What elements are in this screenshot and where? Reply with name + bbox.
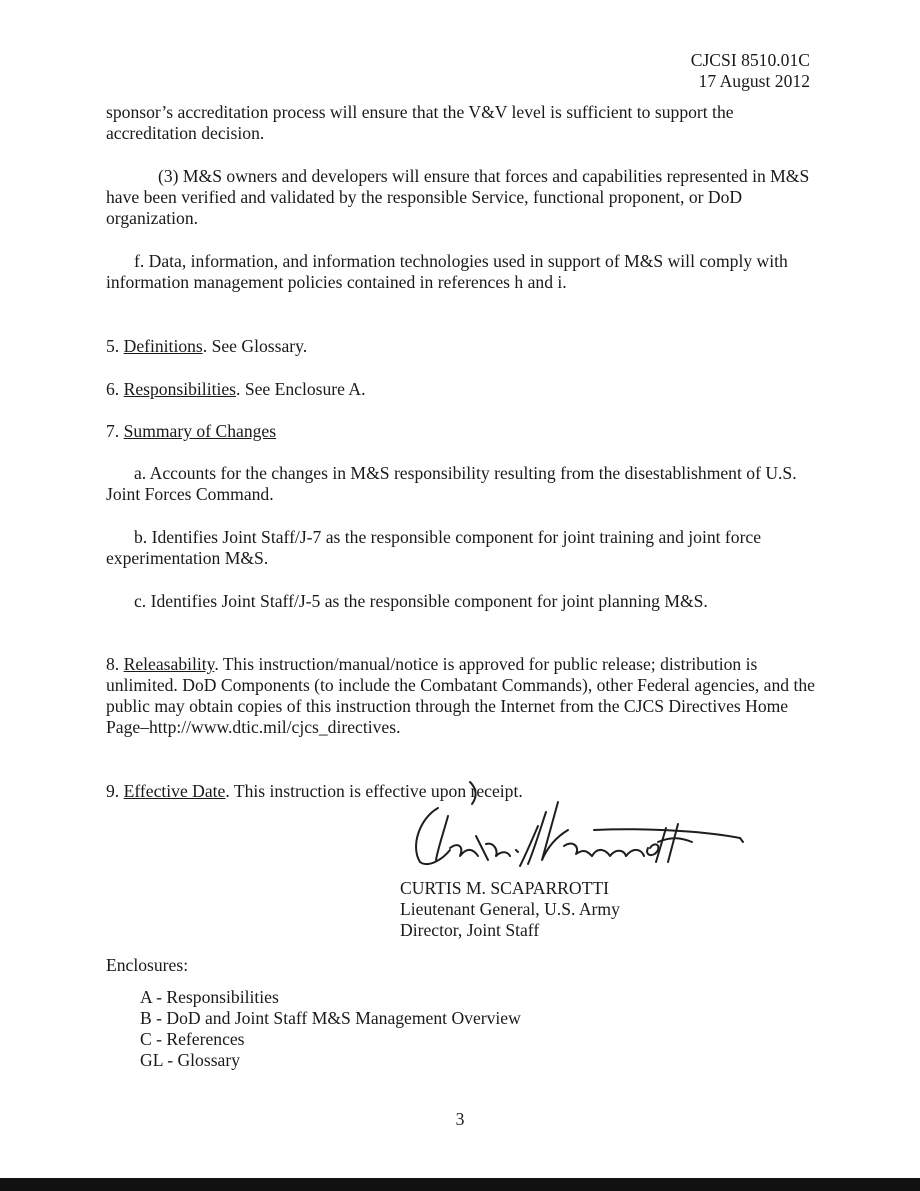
- section-8-releasability: [106, 654, 826, 738]
- signer-title: Director, Joint Staff: [400, 920, 540, 940]
- section-8-number: 8.: [106, 654, 120, 674]
- section-9-number: 9.: [106, 781, 120, 801]
- section-8-text: . This instruction/manual/notice is approved for public release; distribution is unlimited. DoD Components (to include the Combatant Commands), other Federal agencies, and the public may obtain copies of this instruction through the Internet from the CJCS Directives Home Page–http://www.dtic.mil/cjcs_directives.: [106, 654, 815, 737]
- section-9-text: . This instruction is effective upon receipt.: [225, 781, 523, 801]
- paragraph-7c: c. Identifies Joint Staff/J-5 as the responsible component for joint planning M&S.: [134, 591, 708, 611]
- section-9-title: Effective Date: [123, 781, 226, 801]
- footer-bar: [0, 1178, 920, 1191]
- enclosures-list: [140, 987, 521, 1071]
- signature-block: [400, 878, 620, 941]
- section-7-title: Summary of Changes: [123, 421, 277, 441]
- section-5-number: 5.: [106, 336, 120, 356]
- page-number: 3: [455, 1109, 465, 1129]
- enclosure-item: GL - Glossary: [140, 1050, 241, 1070]
- section-5-definitions: [106, 336, 826, 357]
- section-6-text: . See Enclosure A.: [236, 379, 366, 399]
- signer-name: CURTIS M. SCAPARROTTI: [400, 878, 609, 898]
- section-5-text: . See Glossary.: [202, 336, 308, 356]
- paragraph-item-3: (3) M&S owners and developers will ensure that forces and capabilities represented in M&S have been verified and validated by the responsible Service, functional proponent, or DoD organization.: [106, 166, 810, 228]
- paragraph-item-f: f. Data, information, and information technologies used in support of M&S will comply with information management policies contained in references h and i.: [106, 251, 788, 292]
- enclosure-item: B - DoD and Joint Staff M&S Management Overview: [140, 1008, 521, 1028]
- section-7-summary: [106, 421, 826, 442]
- document-id: CJCSI 8510.01C: [690, 50, 810, 70]
- paragraph-7b: b. Identifies Joint Staff/J-7 as the responsible component for joint training and joint force experimentation M&S.: [106, 527, 762, 568]
- document-header: [691, 50, 810, 92]
- signer-rank: Lieutenant General, U.S. Army: [400, 899, 620, 919]
- enclosure-item: A - Responsibilities: [140, 987, 279, 1007]
- section-8-title: Releasability: [123, 654, 215, 674]
- enclosure-item: C - References: [140, 1029, 245, 1049]
- enclosures-label: Enclosures:: [106, 955, 189, 975]
- section-5-title: Definitions: [123, 336, 203, 356]
- document-date: 17 August 2012: [698, 71, 810, 91]
- section-7-number: 7.: [106, 421, 120, 441]
- section-6-title: Responsibilities: [123, 379, 237, 399]
- paragraph-continuation: sponsor’s accreditation process will ensure that the V&V level is sufficient to support the accreditation decision.: [106, 102, 734, 143]
- section-6-number: 6.: [106, 379, 120, 399]
- handwritten-signature: [398, 776, 758, 876]
- section-6-responsibilities: [106, 379, 826, 400]
- paragraph-7a: a. Accounts for the changes in M&S responsibility resulting from the disestablishment of U.S. Joint Forces Command.: [106, 463, 797, 504]
